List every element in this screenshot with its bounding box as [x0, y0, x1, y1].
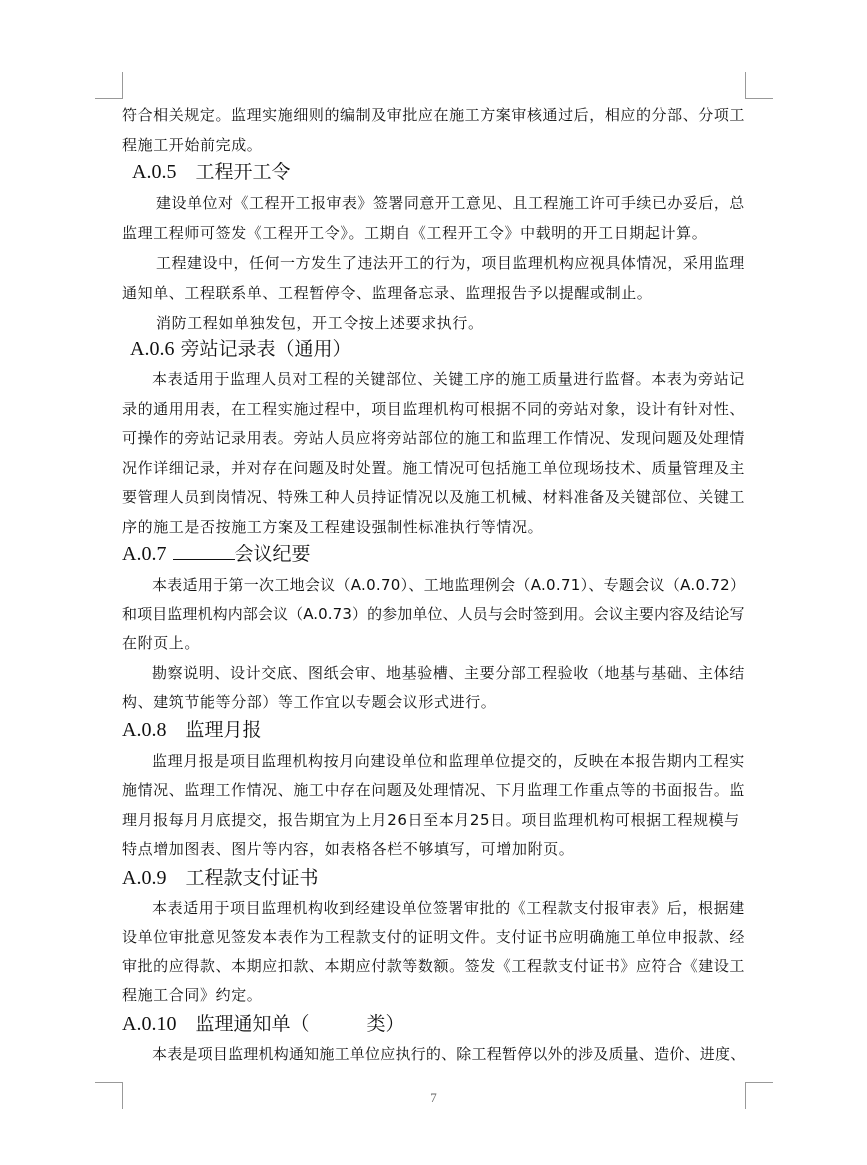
section-title: 监理通知单（ 类）: [195, 1013, 405, 1035]
section-number: A.0.8: [122, 719, 167, 741]
text-line: 程施工开始前完成。: [122, 136, 263, 154]
text-line: 和项目监理机构内部会议（A.0.73）的参加单位、人员与会时签到用。会议主要内容及结论写: [122, 605, 745, 623]
text-line: 符合相关规定。监理实施细则的编制及审批应在施工方案审核通过后，相应的分部、分项工: [122, 106, 746, 124]
crop-mark-top-right-h: [745, 98, 773, 99]
text-line: 消防工程如单独发包，开工令按上述要求执行。: [156, 314, 484, 332]
text-line: 本表是项目监理机构通知施工单位应执行的、除工程暂停以外的涉及质量、造价、进度、: [152, 1045, 746, 1063]
text-line: 录的通用用表，在工程实施过程中，项目监理机构可根据不同的旁站对象，设计有针对性、: [122, 400, 746, 418]
text-line: 本表适用于项目监理机构收到经建设单位签署审批的《工程款支付报审表》后，根据建: [152, 899, 745, 917]
section-number: A.0.7: [122, 543, 167, 565]
text-line: 设单位审批意见签发本表作为工程款支付的证明文件。支付证书应明确施工单位申报款、经: [122, 928, 746, 946]
text-line: 监理月报是项目监理机构按月向建设单位和监理单位提交的，反映在本报告期内工程实: [152, 752, 745, 770]
section-title: 工程款支付证书: [185, 867, 319, 889]
text-line: 程施工合同》约定。: [122, 986, 263, 1004]
section-title: 旁站记录表（通用）: [180, 338, 352, 360]
section-heading: [122, 718, 261, 742]
crop-mark-bottom-left-h: [95, 1082, 123, 1083]
section-number: A.0.10: [122, 1013, 177, 1035]
section-title: 监理月报: [185, 719, 262, 741]
section-number: A.0.6: [130, 338, 175, 360]
text-line: 工程建设中，任何一方发生了违法开工的行为，项目监理机构应视具体情况，采用监理: [156, 254, 745, 272]
text-line: 审批的应得款、本期应扣款、本期应付款等数额。签发《工程款支付证书》应符合《建设工: [122, 957, 746, 975]
text-line: 构、建筑节能等分部）等工作宜以专题会议形式进行。: [122, 693, 497, 711]
text-line: 况作详细记录，并对存在问题及时处置。施工情况可包括施工单位现场技术、质量管理及主: [122, 459, 746, 477]
text-line: 本表适用于第一次工地会议（A.0.70）、工地监理例会（A.0.71）、专题会议（A.0.72）: [152, 576, 746, 594]
text-line: 施情况、监理工作情况、施工中存在问题及处理情况、下月监理工作重点等的书面报告。监: [122, 781, 746, 799]
crop-mark-bottom-right-h: [745, 1082, 773, 1083]
section-heading: [122, 866, 318, 890]
section-number: A.0.5: [132, 161, 177, 183]
text-line: 本表适用于监理人员对工程的关键部位、关键工序的施工质量进行监督。本表为旁站记: [152, 370, 745, 388]
section-heading: [122, 1012, 404, 1036]
text-line: 可操作的旁站记录用表。旁站人员应将旁站部位的施工和监理工作情况、发现问题及处理情: [122, 429, 746, 447]
text-line: 通知单、工程联系单、工程暂停令、监理备忘录、监理报告予以提醒或制止。: [122, 284, 653, 302]
section-heading: [122, 542, 311, 566]
crop-mark-top-left-h: [95, 98, 123, 99]
section-title: 工程开工令: [195, 161, 291, 183]
text-line: 监理工程师可签发《工程开工令》。工期自《工程开工令》中载明的开工日期起计算。: [122, 224, 708, 242]
section-heading: [130, 337, 352, 361]
crop-mark-top-left-v: [122, 72, 123, 99]
text-line: 要管理人员到岗情况、特殊工种人员持证情况以及施工机械、材料准备及关键部位、关键工: [122, 488, 746, 506]
text-line: 建设单位对《工程开工报审表》签署同意开工意见、且工程施工许可手续已办妥后，总: [156, 194, 745, 212]
text-line: 理月报每月月底提交，报告期宜为上月26日至本月25日。项目监理机构可根据工程规模与: [122, 811, 740, 829]
section-number: A.0.9: [122, 867, 167, 889]
page-number: 7: [430, 1090, 437, 1105]
section-title: 会议纪要: [234, 543, 311, 565]
text-line: 勘察说明、设计交底、图纸会审、地基验槽、主要分部工程验收（地基与基础、主体结: [152, 664, 745, 682]
crop-mark-top-right-v: [745, 72, 746, 99]
text-line: 特点增加图表、图片等内容，如表格各栏不够填写，可增加附页。: [122, 840, 575, 858]
blank-line: [173, 543, 235, 560]
section-heading: [132, 160, 290, 184]
text-line: 序的施工是否按施工方案及工程建设强制性标准执行等情况。: [122, 518, 544, 536]
text-line: 在附页上。: [122, 634, 201, 652]
